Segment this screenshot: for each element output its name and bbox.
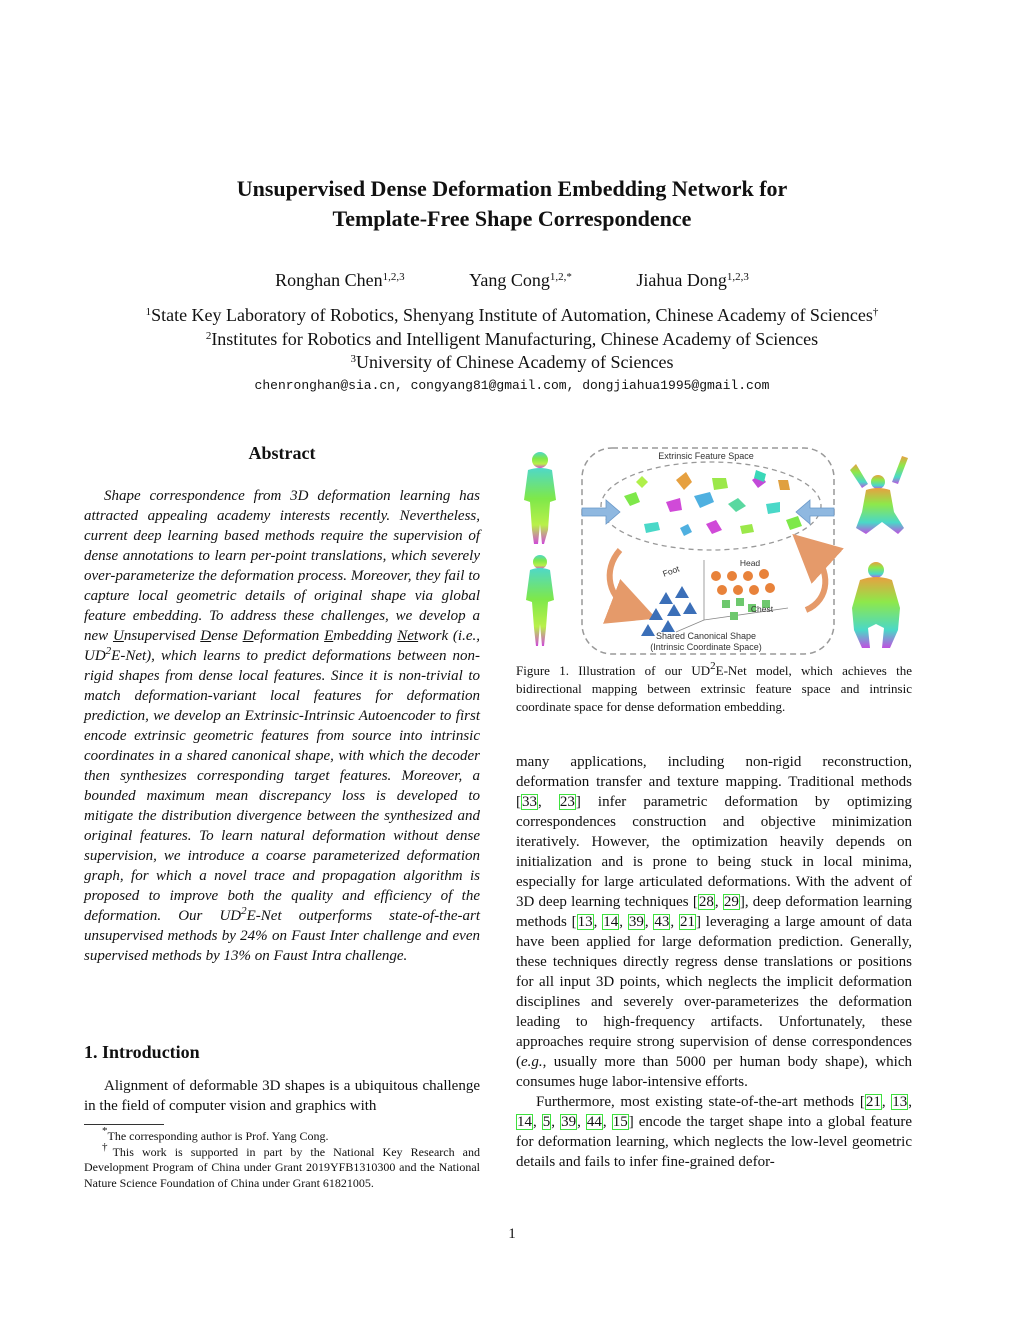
paper-title [120,174,904,234]
foot-triangles [641,586,697,636]
head-dots [711,569,775,595]
author: Jiahua Dong$^{1,2,3}$ [636,270,749,290]
abstract-text: Shape correspondence from 3D deformation learning has attracted appealing academy interests recently. Nevertheless, current deep learning based methods require the supervision of dense annotations to learn per-point translations, which severely over-parameterize the deformation process. Moreover, they fail to capture local geometric details of original shape via global feature embedding. To address these challenges, we develop a new Unsupervised Dense Deformation Embedding Network (i.e., $UD^2E-Net$), which learns to predict deformations between non-rigid shapes from dense local features. Since it is non-trivial to match deformation-variant local features for deformation prediction, we develop an Extrinsic-Intrinsic Autoencoder to first encode extrinsic geometric features from source into intrinsic coordinates in a shared canonical shape, with which the decoder then synthesizes corresponding target features. Moreover, a bounded maximum mean discrepancy loss is developed to mitigate the distribution divergence between the synthesized and original features. To learn natural deformation without dense supervision, we introduce a coarse parameterized deformation graph, for which a novel trace and propagation algorithm is proposed to improve both the quality and efficiency of the deformation. Our $UD^2E$-Net outperforms state-of-the-art unsupervised methods by 24% on Faust Inter challenge and even supervised methods by 13% on Faust Intra challenge. [84,488,480,964]
citation-link[interactable]: 39 [561,1114,577,1130]
title-line-1: Unsupervised Dense Deformation Embedding Network for [236,176,788,201]
human-figure-squatting [852,562,900,648]
citation-link[interactable]: 39 [628,914,644,930]
label-intrinsic: (Intrinsic Coordinate Space) [650,642,762,652]
footnote: †This work is supported in part by the National Key Research and Development Program of China under Grant 2019YFB1310300 and the National Nature Science Foundation of China under Grant 61821005. [84,1140,480,1190]
citation-link[interactable]: 13 [892,1094,908,1110]
figure-1-caption: Figure 1. Illustration of our $UD^2E$-Net model, which achieves the bidirectional mapping between extrinsic feature space and intrinsic coordinate space for dense deformation embedding. [516,660,913,714]
arrow-right-in [796,500,834,524]
citation-link[interactable]: 21 [679,914,695,930]
affiliations [0,304,1024,375]
arrow-decode [806,550,825,610]
label-foot: Foot [661,563,681,579]
citation-link[interactable]: 13 [577,914,593,930]
citation-link[interactable]: 5 [542,1114,551,1130]
paragraph: many applications, including non-rigid reconstruction, deformation transfer and texture mapping. Traditional methods [33, 23] infer parametric deformation by optimizing correspondences construction and objective minimization iteratively. However, the optimization heavily depends on initialization and is prone to being stuck in local minima, especially for large articulated deformations. With the advent of 3D deep learning techniques [28, 29], deep deformation learning methods [13, 14, 39, 43, 21] leveraging a large amount of data have been applied for large deformation prediction. Generally, these techniques directly regress dense translations or positions for all input 3D points, which neglects the implicit deformation disciplines and severely over-parameterizes the deformation leading to high-frequency artifacts. Unfortunately, these approaches require strong supervision of dense correspondences (e.g., usually more than 5000 per human body shape), which consumes huge labor-intensive efforts. [516,754,913,1090]
citation-link[interactable]: 29 [723,894,739,910]
citation-link[interactable]: 33 [522,794,537,810]
extrinsic-feature-ellipse [601,462,821,550]
footnotes [84,1125,480,1191]
citation-link[interactable]: 43 [654,914,670,930]
affiliation: $^2$Institutes for Robotics and Intelligent Manufacturing, Chinese Academy of Sciences [205,328,819,349]
author: Yang Cong$^{1,2,*}$ [469,270,572,290]
citation-link[interactable]: 15 [612,1114,628,1130]
author-emails[interactable]: chenronghan@sia.cn, congyang81@gmail.com, dongjiahua1995@gmail.com [254,378,770,393]
human-figure-jumping [850,456,908,534]
citation-link[interactable]: 14 [517,1114,532,1130]
affiliation: $^3$University of Chinese Academy of Sciences [350,352,674,372]
citation-link[interactable]: 21 [865,1094,881,1110]
human-figure-standing-b [526,555,554,646]
introduction-right-column [516,752,912,1172]
canonical-axes [676,560,788,632]
feature-fragments [624,470,802,536]
section-heading-introduction: 1. Introduction [84,1042,200,1062]
affiliation: $^1$State Key Laboratory of Robotics, Shenyang Institute of Automation, Chinese Academy of Sciences† [145,305,879,325]
abstract-heading: Abstract [248,443,316,463]
intro-paragraph: Alignment of deformable 3D shapes is a ubiquitous challenge in the field of computer vision and graphics with [84,1078,480,1114]
paragraph: Furthermore, most existing state-of-the-art methods [21, 13, 14, 5, 39, 44, 15] encode the target shape into a global feature for deformation learning, which neglects the low-level geometric details and fails to infer fine-grained defor- [516,1094,913,1170]
footnote-divider [84,1124,164,1125]
arrow-encode [610,550,634,610]
footnote: *The corresponding author is Prof. Yang Cong. [102,1125,329,1143]
citation-link[interactable]: 28 [698,894,714,910]
label-shared-canonical: Shared Canonical Shape [655,631,757,641]
label-chest: Chest [750,604,774,614]
figure-1-illustration [516,440,912,658]
author: Ronghan Chen$^{1,2,3}$ [275,270,405,290]
figure-1 [516,440,912,658]
author-list [0,270,1024,291]
label-extrinsic: Extrinsic Feature Space [658,451,754,461]
page-number: 1 [508,1226,516,1242]
citation-link[interactable]: 44 [586,1114,602,1130]
citation-link[interactable]: 14 [603,914,619,930]
human-figure-standing-a [524,452,556,544]
label-head: Head [739,558,761,568]
citation-link[interactable]: 23 [559,794,575,810]
title-line-2: Template-Free Shape Correspondence [332,206,692,231]
